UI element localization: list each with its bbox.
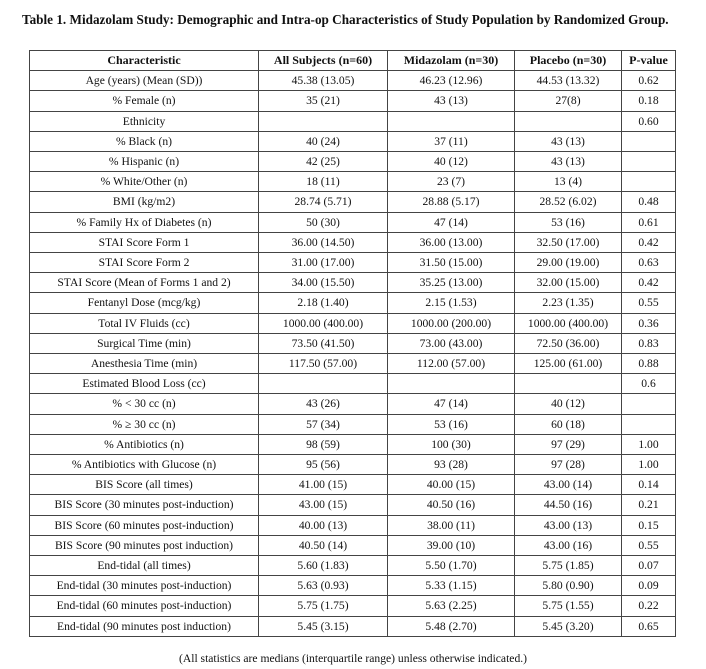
all-subjects-cell: 73.50 (41.50) <box>259 333 388 353</box>
p-value-cell: 0.55 <box>622 293 676 313</box>
all-subjects-cell: 95 (56) <box>259 455 388 475</box>
placebo-cell: 32.00 (15.00) <box>515 273 622 293</box>
table-row <box>30 354 676 374</box>
all-subjects-cell: 40.50 (14) <box>259 535 388 555</box>
midazolam-cell: 47 (14) <box>388 394 515 414</box>
placebo-cell: 5.75 (1.55) <box>515 596 622 616</box>
p-value-cell <box>622 414 676 434</box>
column-header-all-subjects: All Subjects (n=60) <box>259 51 388 71</box>
all-subjects-cell: 5.60 (1.83) <box>259 556 388 576</box>
table-row <box>30 414 676 434</box>
all-subjects-cell: 28.74 (5.71) <box>259 192 388 212</box>
p-value-cell <box>622 172 676 192</box>
all-subjects-cell: 1000.00 (400.00) <box>259 313 388 333</box>
p-value-cell: 0.61 <box>622 212 676 232</box>
midazolam-cell: 1000.00 (200.00) <box>388 313 515 333</box>
characteristic-cell: STAI Score Form 1 <box>30 232 259 252</box>
characteristic-cell: End-tidal (90 minutes post induction) <box>30 616 259 636</box>
table-row <box>30 535 676 555</box>
placebo-cell <box>515 374 622 394</box>
p-value-cell: 0.6 <box>622 374 676 394</box>
p-value-cell: 0.42 <box>622 273 676 293</box>
midazolam-cell: 40.50 (16) <box>388 495 515 515</box>
midazolam-cell: 47 (14) <box>388 212 515 232</box>
placebo-cell: 2.23 (1.35) <box>515 293 622 313</box>
all-subjects-cell: 35 (21) <box>259 91 388 111</box>
p-value-cell: 0.55 <box>622 535 676 555</box>
characteristic-cell: STAI Score Form 2 <box>30 253 259 273</box>
table-row <box>30 495 676 515</box>
all-subjects-cell: 45.38 (13.05) <box>259 71 388 91</box>
table-row <box>30 192 676 212</box>
placebo-cell: 29.00 (19.00) <box>515 253 622 273</box>
placebo-cell: 13 (4) <box>515 172 622 192</box>
characteristic-cell: BIS Score (90 minutes post induction) <box>30 535 259 555</box>
p-value-cell: 0.18 <box>622 91 676 111</box>
column-header-p-value: P-value <box>622 51 676 71</box>
midazolam-cell: 31.50 (15.00) <box>388 253 515 273</box>
midazolam-cell: 39.00 (10) <box>388 535 515 555</box>
midazolam-cell: 100 (30) <box>388 434 515 454</box>
placebo-cell: 60 (18) <box>515 414 622 434</box>
all-subjects-cell: 117.50 (57.00) <box>259 354 388 374</box>
midazolam-cell: 5.48 (2.70) <box>388 616 515 636</box>
midazolam-cell: 36.00 (13.00) <box>388 232 515 252</box>
table-row <box>30 434 676 454</box>
characteristic-cell: BIS Score (60 minutes post-induction) <box>30 515 259 535</box>
all-subjects-cell: 50 (30) <box>259 212 388 232</box>
all-subjects-cell: 36.00 (14.50) <box>259 232 388 252</box>
characteristic-cell: Anesthesia Time (min) <box>30 354 259 374</box>
midazolam-cell: 35.25 (13.00) <box>388 273 515 293</box>
characteristic-cell: End-tidal (60 minutes post-induction) <box>30 596 259 616</box>
table-row <box>30 253 676 273</box>
placebo-cell: 43.00 (14) <box>515 475 622 495</box>
table-row <box>30 293 676 313</box>
table-row <box>30 232 676 252</box>
characteristic-cell: BMI (kg/m2) <box>30 192 259 212</box>
all-subjects-cell: 40 (24) <box>259 131 388 151</box>
p-value-cell <box>622 152 676 172</box>
table-body <box>30 71 676 637</box>
p-value-cell: 0.65 <box>622 616 676 636</box>
table-row <box>30 374 676 394</box>
table-row <box>30 455 676 475</box>
table-row <box>30 212 676 232</box>
characteristic-cell: End-tidal (all times) <box>30 556 259 576</box>
table-row <box>30 394 676 414</box>
p-value-cell: 0.62 <box>622 71 676 91</box>
all-subjects-cell: 57 (34) <box>259 414 388 434</box>
characteristic-cell: % Black (n) <box>30 131 259 151</box>
characteristic-cell: Estimated Blood Loss (cc) <box>30 374 259 394</box>
characteristic-cell: % Antibiotics (n) <box>30 434 259 454</box>
table-row <box>30 273 676 293</box>
p-value-cell: 1.00 <box>622 434 676 454</box>
characteristic-cell: BIS Score (30 minutes post-induction) <box>30 495 259 515</box>
all-subjects-cell: 43 (26) <box>259 394 388 414</box>
column-header-characteristic: Characteristic <box>30 51 259 71</box>
header-row <box>30 51 676 71</box>
column-header-midazolam: Midazolam (n=30) <box>388 51 515 71</box>
p-value-cell: 0.36 <box>622 313 676 333</box>
table-row <box>30 131 676 151</box>
table-row <box>30 152 676 172</box>
characteristic-cell: % Female (n) <box>30 91 259 111</box>
midazolam-cell: 53 (16) <box>388 414 515 434</box>
table-row <box>30 91 676 111</box>
midazolam-cell: 37 (11) <box>388 131 515 151</box>
midazolam-cell: 5.63 (2.25) <box>388 596 515 616</box>
placebo-cell: 43.00 (13) <box>515 515 622 535</box>
p-value-cell: 0.09 <box>622 576 676 596</box>
placebo-cell: 43 (13) <box>515 152 622 172</box>
table-row <box>30 515 676 535</box>
midazolam-cell: 40 (12) <box>388 152 515 172</box>
placebo-cell: 43.00 (16) <box>515 535 622 555</box>
characteristic-cell: % Hispanic (n) <box>30 152 259 172</box>
placebo-cell: 72.50 (36.00) <box>515 333 622 353</box>
all-subjects-cell: 5.63 (0.93) <box>259 576 388 596</box>
characteristic-cell: % White/Other (n) <box>30 172 259 192</box>
p-value-cell <box>622 394 676 414</box>
placebo-cell: 97 (29) <box>515 434 622 454</box>
placebo-cell: 40 (12) <box>515 394 622 414</box>
table-title: Table 1. Midazolam Study: Demographic and Intra-op Characteristics of Study Population by Randomized Group. <box>22 12 669 27</box>
placebo-cell: 44.53 (13.32) <box>515 71 622 91</box>
midazolam-cell: 73.00 (43.00) <box>388 333 515 353</box>
table-row <box>30 616 676 636</box>
table-row <box>30 333 676 353</box>
characteristic-cell: % Family Hx of Diabetes (n) <box>30 212 259 232</box>
p-value-cell: 0.63 <box>622 253 676 273</box>
footnote: (All statistics are medians (interquartile range) unless otherwise indicated.) <box>178 652 528 665</box>
characteristic-cell: Total IV Fluids (cc) <box>30 313 259 333</box>
characteristic-cell: Ethnicity <box>30 111 259 131</box>
all-subjects-cell: 18 (11) <box>259 172 388 192</box>
characteristic-cell: Fentanyl Dose (mcg/kg) <box>30 293 259 313</box>
characteristic-cell: BIS Score (all times) <box>30 475 259 495</box>
all-subjects-cell: 5.45 (3.15) <box>259 616 388 636</box>
midazolam-cell: 38.00 (11) <box>388 515 515 535</box>
placebo-cell: 5.45 (3.20) <box>515 616 622 636</box>
table-row <box>30 313 676 333</box>
table-row <box>30 596 676 616</box>
midazolam-cell: 2.15 (1.53) <box>388 293 515 313</box>
characteristic-cell: STAI Score (Mean of Forms 1 and 2) <box>30 273 259 293</box>
p-value-cell: 1.00 <box>622 455 676 475</box>
placebo-cell: 53 (16) <box>515 212 622 232</box>
characteristic-cell: % ≥ 30 cc (n) <box>30 414 259 434</box>
p-value-cell: 0.60 <box>622 111 676 131</box>
midazolam-cell <box>388 111 515 131</box>
placebo-cell: 28.52 (6.02) <box>515 192 622 212</box>
midazolam-cell: 23 (7) <box>388 172 515 192</box>
p-value-cell: 0.15 <box>622 515 676 535</box>
characteristic-cell: Age (years) (Mean (SD)) <box>30 71 259 91</box>
midazolam-cell: 43 (13) <box>388 91 515 111</box>
placebo-cell <box>515 111 622 131</box>
p-value-cell: 0.21 <box>622 495 676 515</box>
p-value-cell: 0.14 <box>622 475 676 495</box>
study-characteristics-table <box>29 50 676 637</box>
p-value-cell: 0.88 <box>622 354 676 374</box>
p-value-cell: 0.07 <box>622 556 676 576</box>
all-subjects-cell: 98 (59) <box>259 434 388 454</box>
all-subjects-cell: 31.00 (17.00) <box>259 253 388 273</box>
placebo-cell: 97 (28) <box>515 455 622 475</box>
all-subjects-cell: 34.00 (15.50) <box>259 273 388 293</box>
placebo-cell: 32.50 (17.00) <box>515 232 622 252</box>
table-row <box>30 111 676 131</box>
placebo-cell: 5.80 (0.90) <box>515 576 622 596</box>
characteristic-cell: End-tidal (30 minutes post-induction) <box>30 576 259 596</box>
table-row <box>30 576 676 596</box>
p-value-cell: 0.42 <box>622 232 676 252</box>
placebo-cell: 125.00 (61.00) <box>515 354 622 374</box>
midazolam-cell: 5.50 (1.70) <box>388 556 515 576</box>
midazolam-cell: 28.88 (5.17) <box>388 192 515 212</box>
midazolam-cell: 40.00 (15) <box>388 475 515 495</box>
all-subjects-cell <box>259 111 388 131</box>
all-subjects-cell: 5.75 (1.75) <box>259 596 388 616</box>
midazolam-cell: 112.00 (57.00) <box>388 354 515 374</box>
all-subjects-cell <box>259 374 388 394</box>
placebo-cell: 43 (13) <box>515 131 622 151</box>
all-subjects-cell: 42 (25) <box>259 152 388 172</box>
midazolam-cell: 5.33 (1.15) <box>388 576 515 596</box>
all-subjects-cell: 40.00 (13) <box>259 515 388 535</box>
p-value-cell <box>622 131 676 151</box>
placebo-cell: 27(8) <box>515 91 622 111</box>
midazolam-cell: 46.23 (12.96) <box>388 71 515 91</box>
p-value-cell: 0.48 <box>622 192 676 212</box>
midazolam-cell: 93 (28) <box>388 455 515 475</box>
all-subjects-cell: 43.00 (15) <box>259 495 388 515</box>
p-value-cell: 0.22 <box>622 596 676 616</box>
placebo-cell: 44.50 (16) <box>515 495 622 515</box>
table-row <box>30 556 676 576</box>
p-value-cell: 0.83 <box>622 333 676 353</box>
all-subjects-cell: 2.18 (1.40) <box>259 293 388 313</box>
characteristic-cell: % < 30 cc (n) <box>30 394 259 414</box>
column-header-placebo: Placebo (n=30) <box>515 51 622 71</box>
all-subjects-cell: 41.00 (15) <box>259 475 388 495</box>
placebo-cell: 1000.00 (400.00) <box>515 313 622 333</box>
midazolam-cell <box>388 374 515 394</box>
placebo-cell: 5.75 (1.85) <box>515 556 622 576</box>
characteristic-cell: % Antibiotics with Glucose (n) <box>30 455 259 475</box>
table-row <box>30 172 676 192</box>
table-row <box>30 475 676 495</box>
table-row <box>30 71 676 91</box>
characteristic-cell: Surgical Time (min) <box>30 333 259 353</box>
